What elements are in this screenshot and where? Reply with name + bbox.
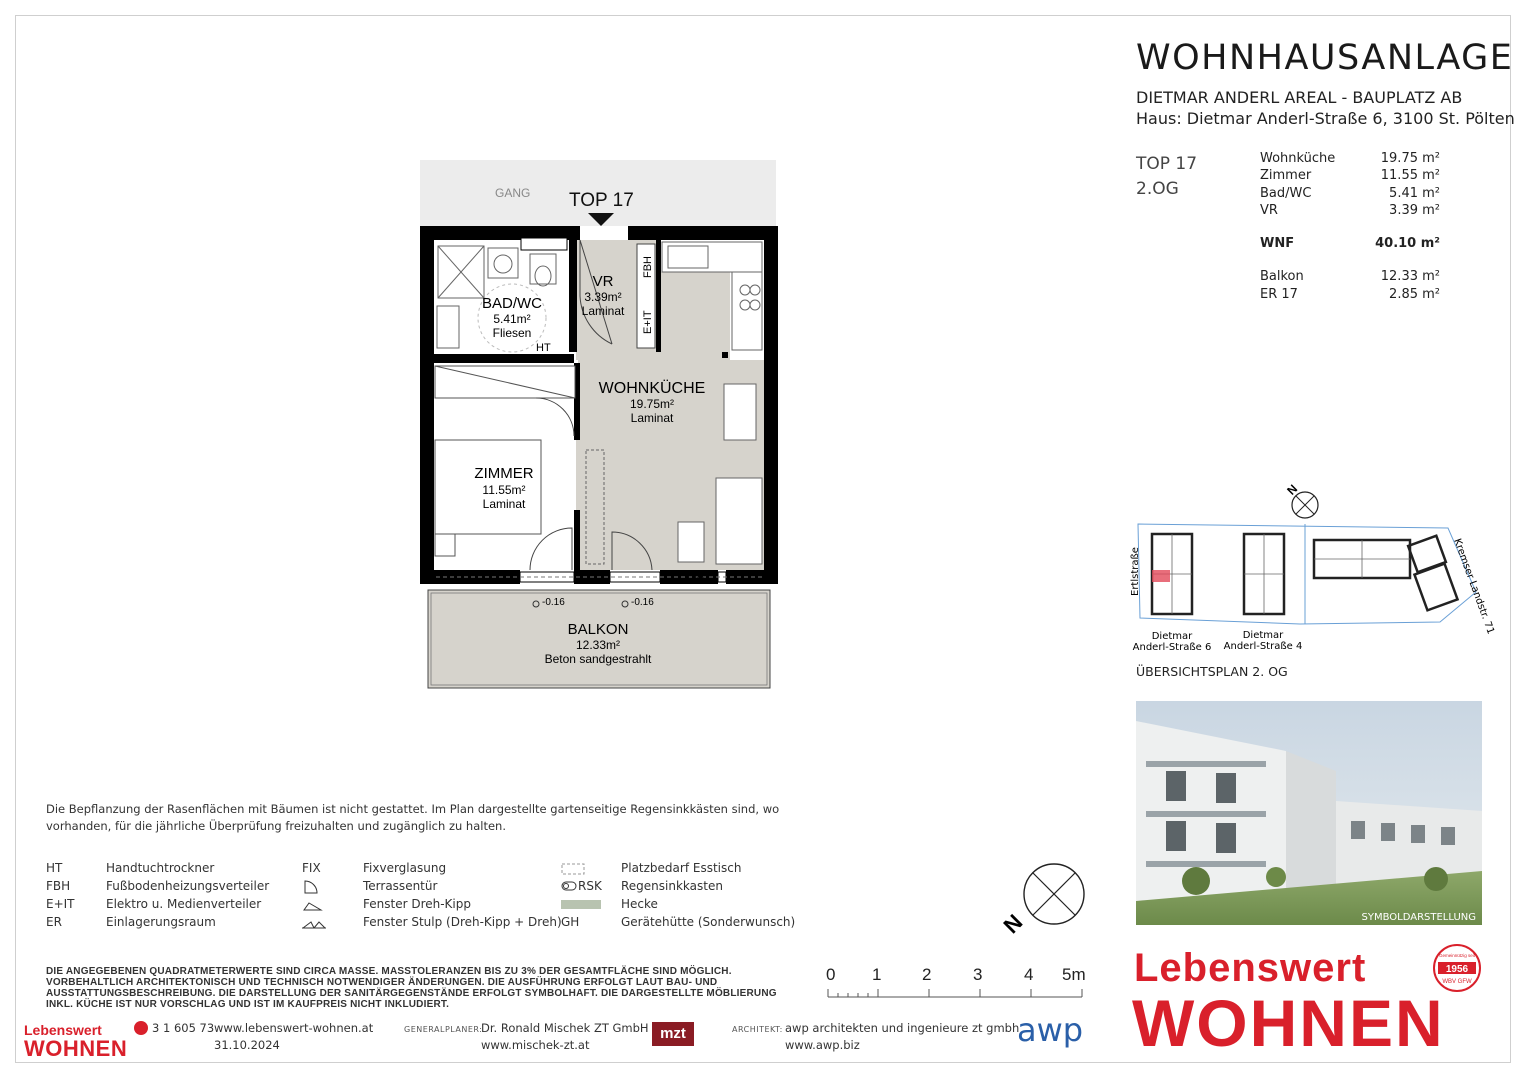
site-plan [1110,478,1496,658]
zimmer-floor: Laminat [482,497,526,511]
legend-text: Fixverglasung [363,861,447,875]
scale-ruler [826,986,1086,1000]
area-value: 19.75 m² [1380,151,1440,166]
unit-id [1136,152,1197,202]
street-left: Ertlstraße [1130,547,1141,596]
extra-name: Balkon [1260,269,1304,285]
legend-abbr: ER [46,915,62,929]
project-name: DIETMAR ANDERL AREAL - BAUPLATZ AB [1136,88,1463,107]
legend-text: Gerätehütte (Sonderwunsch) [621,915,796,929]
render-caption: SYMBOLDARSTELLUNG [1361,912,1476,923]
legend-abbr: FIX [302,861,321,875]
footer-brand-line1: Lebenswert [24,1022,102,1038]
building-rendering [1136,701,1482,925]
north-arrow-icon [998,858,1094,938]
area-value: 3.39 m² [1389,202,1440,218]
bad-area: 5.41m² [493,312,531,326]
vr-area: 3.39m² [584,290,622,304]
area-row [1260,203,1440,220]
footer-phone: 3 1 605 73 [152,1021,215,1035]
area-table [1260,151,1440,304]
seal-year: 1956 [1445,964,1469,975]
seal-bottom: WBV GFW [1442,979,1472,985]
balkon-area-text: 12.33m² [575,638,621,652]
legend-text: Platzbedarf Esstisch [621,861,742,875]
balkon-floor: Beton sandgestrahlt [544,652,652,666]
area-name: Zimmer [1260,168,1312,184]
arch-label: ARCHITEKT: [732,1025,783,1034]
street-right: Kremser Landstr. 71 [1451,537,1496,636]
area-row [1260,168,1440,185]
balkon-name: BALKON [567,621,629,638]
legend-text: Terrassentür [363,879,438,893]
unit-floor: 2.OG [1136,179,1179,199]
legend-text: Hecke [621,897,658,911]
area-value: 5.41 m² [1389,185,1440,201]
legend-abbr: HT [46,861,63,875]
eit-tag: E+IT [642,310,654,334]
brand-line2: WOHNEN [1132,986,1445,1060]
ht-tag: HT [536,342,551,354]
scale-tick-label: 2 [922,965,932,984]
legend-abbr: E+IT [46,897,75,911]
wnf-label: WNF [1260,236,1295,252]
disclaimer: DIE ANGEGEBENEN QUADRATMETERWERTE SIND CIRCA MASSE. MASSTOLERANZEN BIS ZU 3% DER GESAMTFLÄCHE SIND MÖGLICH. VORBEHALTLICH ARCHITEKTONISCH UND TECHNISCH NOTWENDIGER ÄNDERUNGEN. DIE AUSFÜHRUNG ERFOLGT LAUT BAU- UND AUSSTATTUNGSBESCHREIBUNG. DIE DARSTELLUNG DER SANITÄRGEGENSTÄNDE ERFOLGT SYMBOLHAFT. DIE DARGESTELLTE MÖBLIERUNG INKL. KÜCHE IST NUR VORSCHLAG UND IST IM KAUFPREIS NICHT INKLUDIERT. [46,966,777,1010]
legend-text: Fußbodenheizungsverteiler [106,879,270,893]
area-value: 11.55 m² [1380,168,1440,184]
arch-name: awp architekten und ingenieure zt gmbh [785,1021,1020,1035]
scale-tick-label: 4 [1024,965,1034,984]
wohnkueche-area: 19.75m² [629,397,675,411]
house6-l2: Anderl-Straße 6 [1132,642,1212,653]
zimmer-name: ZIMMER [474,465,534,482]
extra-value: 12.33 m² [1380,269,1440,285]
page-title: WOHNHAUSANLAGE [1136,38,1514,78]
vr-name: VR [592,273,614,290]
unit-highlight [1152,570,1170,582]
phone-badge-icon [130,1020,152,1036]
extra-name: ER 17 [1260,286,1298,302]
area-row [1260,151,1440,168]
footer-brand-line2: WOHNEN [24,1036,128,1061]
scale-tick-label: 5m [1062,965,1086,984]
north-arrow-small-icon [1284,482,1318,518]
wohnkueche-name: WOHNKÜCHE [598,380,706,397]
house-address: Haus: Dietmar Anderl-Straße 6, 3100 St. Pölten [1136,109,1515,128]
arch-web: www.awp.biz [785,1038,860,1052]
house6-l1: Dietmar [1151,631,1193,642]
gang-label: GANG [495,186,531,200]
legend-abbr: RSK [578,879,602,893]
scale-tick-label: 1 [872,965,882,984]
planer-name: Dr. Ronald Mischek ZT GmbH [481,1021,649,1035]
plan-top-label: TOP 17 [569,190,634,211]
floor-plan [410,150,790,695]
bad-floor: Fliesen [492,326,532,340]
vr-floor: Laminat [581,304,625,318]
area-name: Wohnküche [1260,151,1336,166]
extra-row [1260,269,1440,286]
wnf-value: 40.10 m² [1375,236,1440,252]
legend-text: Regensinkkasten [621,879,723,893]
area-name: Bad/WC [1260,185,1312,201]
brand-line1: Lebenswert [1134,946,1367,990]
footer-date: 31.10.2024 [214,1038,280,1052]
house4-l2: Anderl-Straße 4 [1223,641,1303,652]
area-name: VR [1260,202,1278,218]
legend-text: Elektro u. Medienverteiler [106,897,262,911]
fix-tag: FIX [687,569,705,581]
svg-text:N: N [998,909,1028,939]
site-plan-caption: ÜBERSICHTSPLAN 2. OG [1136,664,1288,679]
level-mark-2: -0.16 [631,597,654,608]
scale-tick-label: 3 [973,965,983,984]
legend-abbr: FBH [46,879,71,893]
legend-text: Fenster Stulp (Dreh-Kipp + Dreh) [363,915,562,929]
zimmer-area: 11.55m² [482,483,526,497]
legend-abbr: GH [561,915,580,929]
planer-web: www.mischek-zt.at [481,1038,590,1052]
planting-note: Die Bepflanzung der Rasenflächen mit Bäumen ist nicht gestattet. Im Plan dargestellte gartenseitige Regensinkkästen sind, wo vorhanden, für die jährliche Überprüfung freizuhalten und zugänglich zu halten. [46,802,780,833]
legend-text: Einlagerungsraum [106,915,216,929]
wohnkueche-floor: Laminat [630,411,674,425]
seal-top: Gemeinnützig seit [1438,953,1476,958]
mzt-logo: mzt [652,1022,694,1046]
bad-name: BAD/WC [482,295,542,312]
unit-top: TOP 17 [1136,154,1198,174]
planer-label: GENERALPLANER: [404,1025,483,1034]
wbv-seal-logo [1432,943,1482,993]
extra-row [1260,287,1440,304]
area-row [1260,186,1440,203]
house4-l1: Dietmar [1242,630,1284,641]
svg-text:N: N [1284,481,1301,498]
level-mark-1: -0.16 [542,597,565,608]
awp-logo: awp [1017,1011,1084,1049]
legend-text: Handtuchtrockner [106,861,215,875]
footer-web: www.lebenswert-wohnen.at [214,1021,374,1035]
fbh-tag: FBH [642,256,654,278]
legend-text: Fenster Dreh-Kipp [363,897,471,911]
wnf-row [1260,236,1440,253]
scale-tick-label: 0 [826,965,836,984]
extra-value: 2.85 m² [1389,286,1440,302]
